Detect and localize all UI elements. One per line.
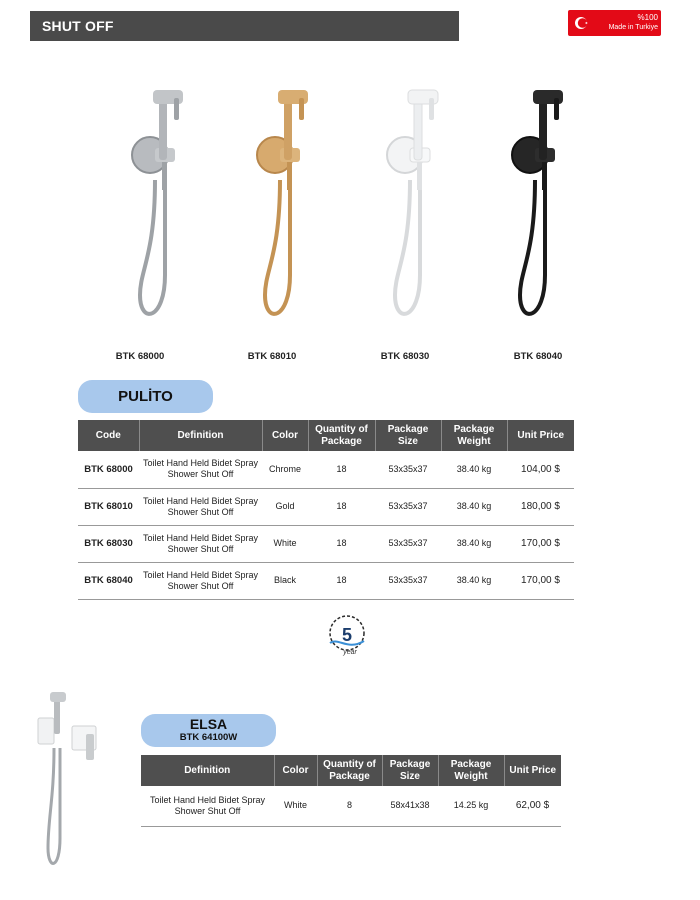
badge-made-in: Made in Turkiye <box>608 24 658 31</box>
cell-price: 62,00 $ <box>504 786 561 826</box>
elsa-code: BTK 64100W <box>179 732 238 743</box>
cell-quantity: 18 <box>308 451 375 488</box>
header-definition: Definition <box>141 755 274 786</box>
elsa-name: ELSA <box>189 716 228 732</box>
header-package-size: Package Size <box>375 420 441 451</box>
cell-code: BTK 68000 <box>78 451 139 488</box>
cell-color: White <box>274 786 317 826</box>
section-header <box>30 11 459 41</box>
table-row <box>78 562 574 599</box>
cell-quantity: 8 <box>317 786 382 826</box>
cell-definition: Toilet Hand Held Bidet Spray Shower Shut Off <box>141 786 274 826</box>
turkish-flag-icon <box>571 13 597 33</box>
header-quantity: Quantity of Package <box>308 420 375 451</box>
header-unit-price: Unit Price <box>507 420 574 451</box>
header-color: Color <box>262 420 308 451</box>
table-row <box>78 451 574 488</box>
product-code-chrome: BTK 68000 <box>115 351 165 362</box>
header-unit-price: Unit Price <box>504 755 561 786</box>
cell-definition: Toilet Hand Held Bidet Spray Shower Shut Off <box>139 562 262 599</box>
warranty-unit: year <box>343 649 357 656</box>
cell-price: 180,00 $ <box>507 488 574 525</box>
table-row <box>78 488 574 525</box>
pulito-series-label: PULİTO <box>78 380 213 413</box>
elsa-product-image <box>24 688 114 870</box>
warranty-number: 5 <box>341 625 353 645</box>
cell-weight: 38.40 kg <box>441 562 507 599</box>
badge-percent: %100 <box>637 13 658 22</box>
cell-color: Black <box>262 562 308 599</box>
cell-size: 53x35x37 <box>375 451 441 488</box>
header-package-size: Package Size <box>382 755 438 786</box>
cell-definition: Toilet Hand Held Bidet Spray Shower Shut Off <box>139 451 262 488</box>
cell-code: BTK 68040 <box>78 562 139 599</box>
cell-definition: Toilet Hand Held Bidet Spray Shower Shut Off <box>139 488 262 525</box>
cell-size: 58x41x38 <box>382 786 438 826</box>
elsa-price-table <box>141 755 561 827</box>
product-image-gold <box>235 80 335 330</box>
product-code-white: BTK 68030 <box>380 351 430 362</box>
cell-price: 170,00 $ <box>507 562 574 599</box>
cell-price: 104,00 $ <box>507 451 574 488</box>
table-header-row <box>78 420 574 451</box>
product-image-chrome <box>110 80 210 330</box>
cell-quantity: 18 <box>308 562 375 599</box>
section-title: SHUT OFF <box>42 18 114 34</box>
cell-quantity: 18 <box>308 525 375 562</box>
header-package-weight: Package Weight <box>438 755 504 786</box>
header-definition: Definition <box>139 420 262 451</box>
product-code-gold: BTK 68010 <box>247 351 297 362</box>
header-code: Code <box>78 420 139 451</box>
cell-color: Gold <box>262 488 308 525</box>
cell-size: 53x35x37 <box>375 562 441 599</box>
product-code-black: BTK 68040 <box>513 351 563 362</box>
cell-color: White <box>262 525 308 562</box>
pulito-price-table <box>78 420 574 600</box>
cell-quantity: 18 <box>308 488 375 525</box>
cell-size: 53x35x37 <box>375 525 441 562</box>
cell-price: 170,00 $ <box>507 525 574 562</box>
product-image-white <box>365 80 465 330</box>
made-in-turkiye-badge <box>568 10 661 36</box>
cell-weight: 38.40 kg <box>441 488 507 525</box>
header-color: Color <box>274 755 317 786</box>
cell-weight: 38.40 kg <box>441 525 507 562</box>
header-quantity: Quantity of Package <box>317 755 382 786</box>
elsa-series-label <box>141 714 276 747</box>
cell-definition: Toilet Hand Held Bidet Spray Shower Shut Off <box>139 525 262 562</box>
cell-weight: 38.40 kg <box>441 451 507 488</box>
cell-size: 53x35x37 <box>375 488 441 525</box>
cell-color: Chrome <box>262 451 308 488</box>
cell-code: BTK 68010 <box>78 488 139 525</box>
cell-code: BTK 68030 <box>78 525 139 562</box>
warranty-logo <box>326 613 368 657</box>
header-package-weight: Package Weight <box>441 420 507 451</box>
table-row <box>78 525 574 562</box>
product-image-black <box>490 80 590 330</box>
table-header-row <box>141 755 561 786</box>
cell-weight: 14.25 kg <box>438 786 504 826</box>
table-row <box>141 786 561 826</box>
